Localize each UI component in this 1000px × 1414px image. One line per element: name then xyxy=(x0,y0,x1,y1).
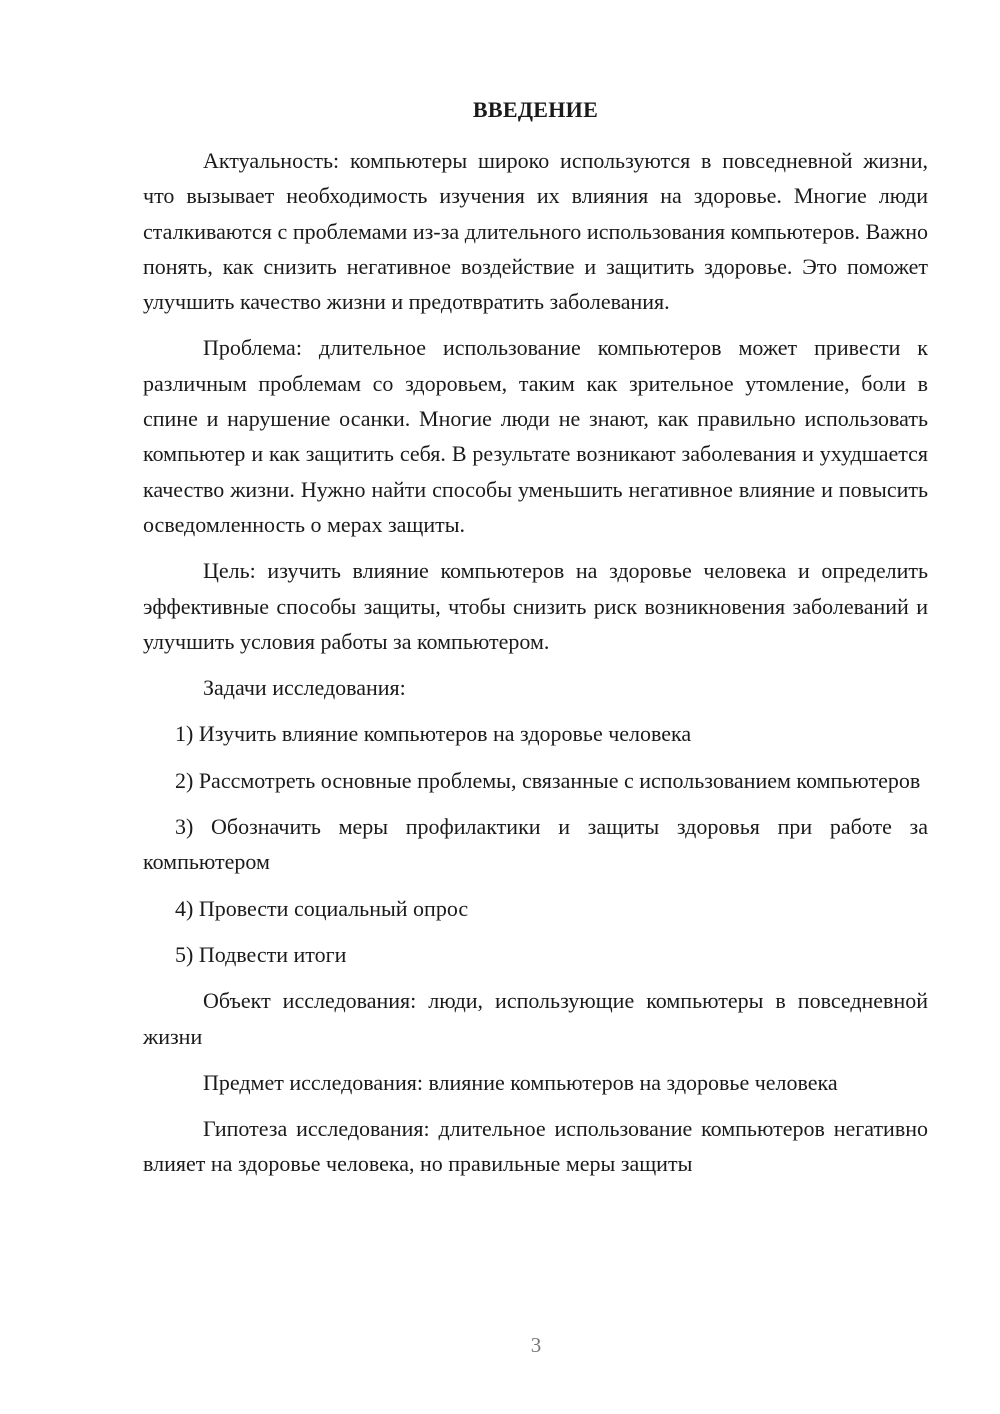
relevance-paragraph: Актуальность: компьютеры широко используются в повседневной жизни, что вызывает необходимость изучения их влияния на здоровье. Многие люди сталкиваются с проблемами из-за длительного использования компьютеров. Важно понять, как снизить негативное воздействие и защитить здоровье. Это поможет улучшить качество жизни и предотвратить заболевания. xyxy=(143,148,928,315)
problem-paragraph: Проблема: длительное использование компьютеров может привести к различным проблемам со здоровьем, таким как зрительное утомление, боли в спине и нарушение осанки. Многие люди не знают, как правильно использовать компьютер и как защитить себя. В результате возникают заболевания и ухудшается качество жизни. Нужно найти способы уменьшить негативное влияние и повысить осведомленность о мерах защиты. xyxy=(143,335,928,537)
tasks-heading: Задачи исследования: xyxy=(203,675,406,701)
subject-paragraph: Предмет исследования: влияние компьютеров на здоровье человека xyxy=(203,1069,838,1095)
task-item: 1) Изучить влияние компьютеров на здоровье человека xyxy=(175,721,692,747)
goal-paragraph: Цель: изучить влияние компьютеров на здоровье человека и определить эффективные способы защиты, чтобы снизить риск возникновения заболеваний и улучшить условия работы за компьютером. xyxy=(143,558,928,654)
task-item: 4) Провести социальный опрос xyxy=(175,895,469,921)
page-title: ВВЕДЕНИЕ xyxy=(472,97,599,122)
task-item: 2) Рассмотреть основные проблемы, связанные с использованием компьютеров xyxy=(175,767,921,793)
page-number: 3 xyxy=(530,1333,542,1357)
object-paragraph: Объект исследования: люди, использующие компьютеры в повседневной жизни xyxy=(143,988,928,1049)
task-item: 5) Подвести итоги xyxy=(175,941,347,967)
hypothesis-paragraph: Гипотеза исследования: длительное использование компьютеров негативно влияет на здоровье человека, но правильные меры защиты xyxy=(143,1116,928,1177)
document-page xyxy=(143,94,928,1193)
task-item: 3) Обозначить меры профилактики и защиты здоровья при работе за компьютером xyxy=(143,814,928,875)
